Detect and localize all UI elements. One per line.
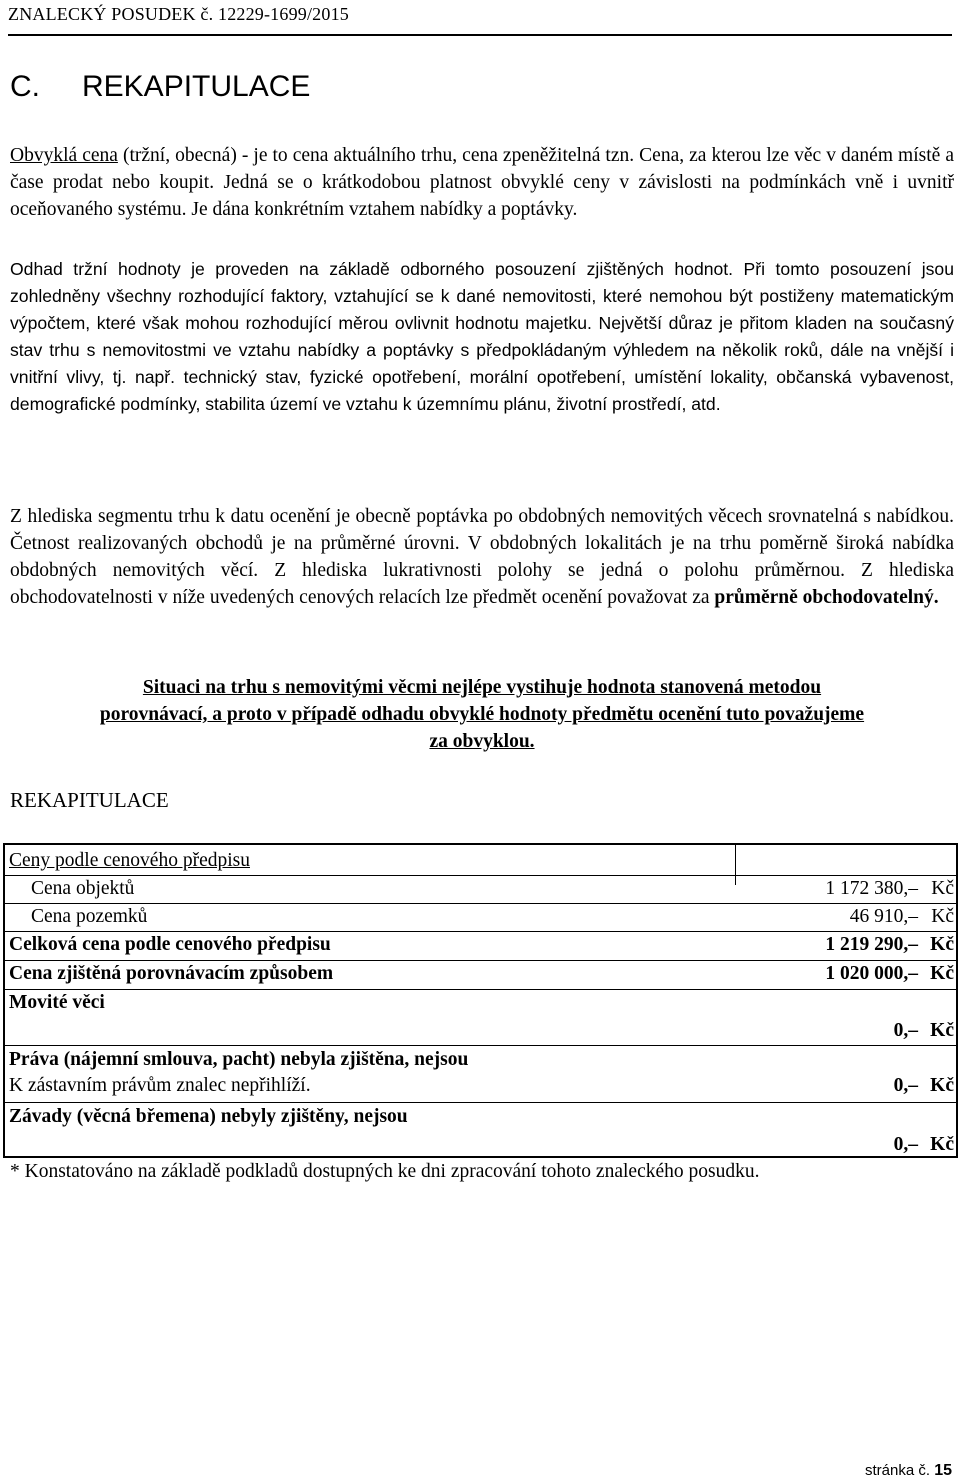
table-rule — [5, 989, 956, 990]
highlight-line-1: Situaci na trhu s nemovitými věcmi nejlépe vystihuje hodnota stanovená metodou — [142, 677, 822, 698]
row-label: Celková cena podle cenového předpisu — [9, 934, 331, 955]
document-header: ZNALECKÝ POSUDEK č. 12229-1699/2015 — [8, 4, 349, 24]
table-rule — [5, 931, 956, 932]
table-heading: Ceny podle cenového předpisu — [9, 850, 250, 871]
row-label: Cena zjištěná porovnávacím způsobem — [9, 963, 334, 984]
table-row-rights — [9, 1048, 954, 1102]
section-title — [10, 70, 310, 104]
header-rule — [8, 34, 952, 36]
table-rule — [5, 875, 956, 876]
row-currency: Kč — [930, 963, 954, 984]
section-title-text: REKAPITULACE — [82, 70, 311, 103]
recap-title: REKAPITULACE — [10, 788, 169, 812]
table-divider — [735, 845, 736, 885]
paragraph-text: Z hlediska segmentu trhu k datu ocenění je obecně poptávka po obdobných nemovitých věcech srovnatelná s nabídkou. Četnost realizovaných obchodů je na průměrné úrovni. V obdobných lokalitách je na trhu poměrně široká nabídka obdobných nemovitých věcí. Z hlediska lukrativnosti polohy se jedná o polohu průměrnou. Z hlediska obchodovatelnosti v níže uvedených cenových relacích lze předmět ocenění považovat za — [10, 506, 954, 608]
paragraph-text: (tržní, obecná) - je to cena aktuálního trhu, cena zpeněžitelná tzn. Cena, za kterou lze věc v daném místě a čase prodat nebo koupit. Jedná se o krátkodobou platnost obvyklé ceny v závislosti na podmínkách vně i uvnitř oceňovaného systému. Je dána konkrétním vztahem nabídky a poptávky. — [10, 145, 954, 220]
row-label: Cena pozemků — [31, 906, 148, 927]
highlight-line-2: porovnávací, a proto v případě odhadu obvyklé hodnoty předmětu ocenění tuto považujeme — [99, 704, 865, 725]
row-currency: Kč — [930, 934, 954, 955]
paragraph-text: Odhad tržní hodnoty je proveden na základě odborného posouzení zjištěných hodnot. Při tomto posouzení jsou zohledněny všechny rozhodující faktory, vztahující se k dané nemovitosti, které nemohou být postiženy matematickým výpočtem, které však mohou rozhodující měrou ovlivnit hodnotu majetku. Největší důraz je přitom kladen na současný stav trhu s nemovitostmi ve vztahu nabídky a poptávky s předpokládaným výhledem na několik roků, dále na vnější i vnitřní vlivy, tj. např. technický stav, fyzické opotřebení, morální opotřebení, umístění lokality, občanská vybavenost, demografické podmínky, stabilita území ve vztahu k územnímu plánu, životní prostředí, atd. — [10, 259, 954, 414]
row-sublabel: K zástavním právům znalec nepřihlíží. — [9, 1075, 311, 1096]
row-amount: 0,– — [893, 1020, 918, 1041]
row-label: Cena objektů — [31, 878, 135, 899]
row-amount: 1 020 000,– — [825, 963, 918, 984]
row-currency: Kč — [930, 1075, 954, 1096]
row-label: Závady (věcná břemena) nebyly zjištěny, nejsou — [9, 1106, 408, 1127]
row-currency: Kč — [930, 1134, 954, 1155]
row-amount: 1 219 290,– — [825, 934, 918, 955]
row-amount: 0,– — [893, 1134, 918, 1155]
paragraph-usual-price — [10, 142, 954, 223]
page-label: stránka č. — [865, 1462, 931, 1479]
row-amount: 46 910,– — [849, 906, 918, 927]
table-row-defects — [9, 1105, 954, 1157]
paragraph-bold-conclusion: průměrně obchodovatelný. — [714, 587, 939, 608]
row-label: Movité věci — [9, 992, 105, 1013]
row-currency: Kč — [931, 878, 954, 899]
row-currency: Kč — [930, 1020, 954, 1041]
page-number-value: 15 — [934, 1462, 952, 1479]
page-number — [865, 1462, 952, 1480]
highlight-line-3: za obvyklou. — [429, 731, 535, 752]
summary-table — [3, 843, 958, 1158]
row-currency: Kč — [931, 906, 954, 927]
section-letter: C. — [10, 70, 40, 103]
table-rule — [5, 903, 956, 904]
table-rule — [5, 960, 956, 961]
table-rule — [5, 1045, 956, 1046]
paragraph-market-value — [10, 256, 954, 418]
footnote: * Konstatováno na základě podkladů dostupných ke dni zpracování tohoto znaleckého posudku. — [10, 1161, 760, 1182]
paragraph-market-segment — [10, 503, 954, 611]
paragraph-lead-term: Obvyklá cena — [10, 145, 118, 166]
row-amount: 0,– — [893, 1075, 918, 1096]
highlight-statement — [10, 674, 954, 755]
row-label: Práva (nájemní smlouva, pacht) nebyla zjištěna, nejsou — [9, 1049, 469, 1070]
row-amount: 1 172 380,– — [825, 878, 918, 899]
table-row-movables — [9, 991, 954, 1045]
table-rule — [5, 1102, 956, 1103]
